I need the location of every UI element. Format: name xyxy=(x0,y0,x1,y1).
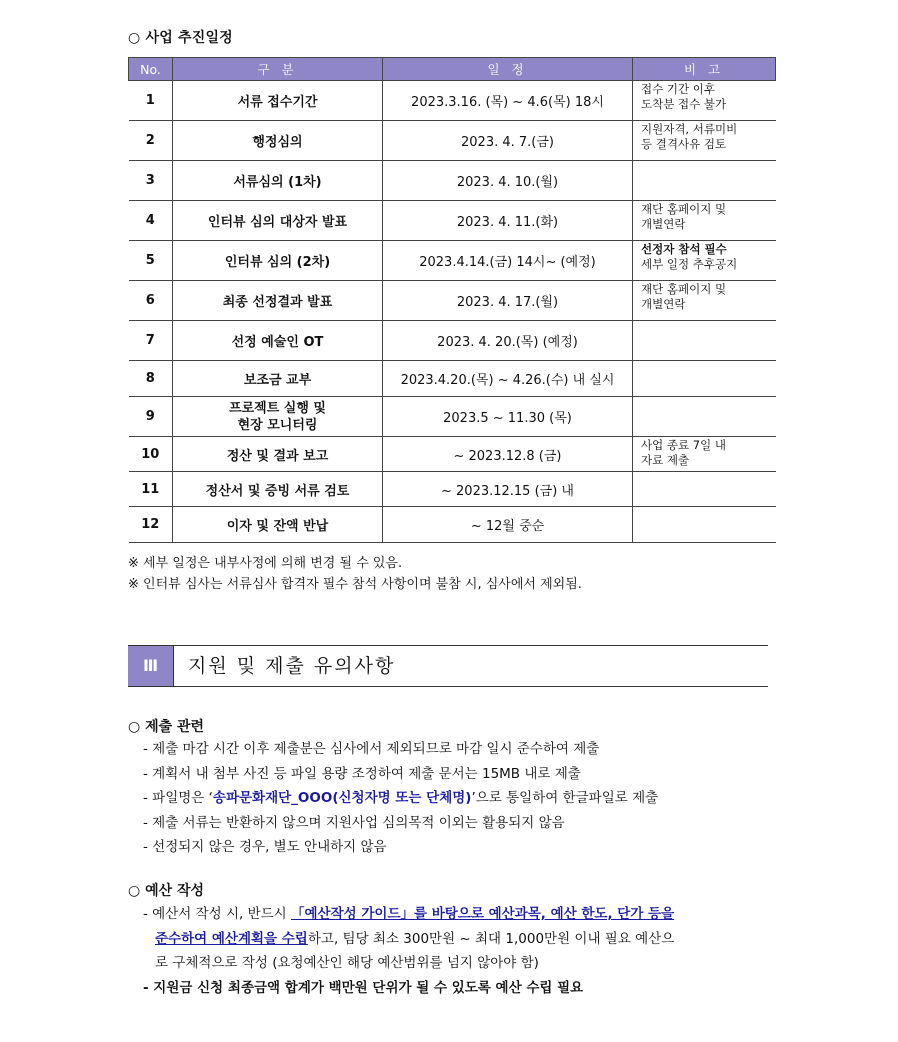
row-note-line: 개별연락 xyxy=(641,297,686,311)
row-note xyxy=(633,241,776,281)
budget-guide-emphasis: 「예산작성 가이드」를 바탕으로 예산과목, 예산 한도, 단가 등을 xyxy=(291,906,675,922)
submission-list xyxy=(143,737,658,860)
row-category: 서류 접수기간 xyxy=(173,81,383,121)
filename-format: 송파문화재단_OOO(신청자명 또는 단체명) xyxy=(212,790,472,806)
schedule-footnotes xyxy=(128,553,582,595)
row-date: 2023. 4. 10.(월) xyxy=(383,161,633,201)
table-row xyxy=(129,121,776,161)
row-note xyxy=(633,121,776,161)
submission-heading: ○ 제출 관련 xyxy=(128,719,205,735)
filename-prefix: - 파일명은 ‘ xyxy=(143,790,213,806)
row-category: 인터뷰 심의 (2차) xyxy=(173,241,383,281)
row-note xyxy=(633,161,776,201)
row-category xyxy=(173,397,383,437)
row-note xyxy=(633,507,776,543)
list-item-continuation: 로 구체적으로 작성 (요청예산인 해당 예산범위를 넘지 않아야 함) xyxy=(155,955,539,971)
row-date: ~ 12월 중순 xyxy=(383,507,633,543)
col-header-no: No. xyxy=(129,58,173,81)
footnote: ※ 세부 일정은 내부사정에 의해 변경 될 수 있음. xyxy=(128,556,403,571)
row-category-line: 현장 모니터링 xyxy=(237,417,318,433)
footnote: ※ 인터뷰 심사는 서류심사 합격자 필수 참석 사항이며 불참 시, 심사에서 제외됨. xyxy=(128,577,582,592)
schedule-table xyxy=(128,57,776,543)
list-item: - 계획서 내 첨부 사진 등 파일 용량 조정하여 제출 문서는 15MB 내로 제출 xyxy=(143,765,581,782)
row-date: 2023.4.20.(목) ~ 4.26.(수) 내 실시 xyxy=(383,361,633,397)
list-item: - 제출 마감 시간 이후 제출분은 심사에서 제외되므로 마감 일시 준수하여 제출 xyxy=(143,741,600,757)
section-number: Ⅲ xyxy=(128,646,174,686)
table-row xyxy=(129,361,776,397)
row-number: 3 xyxy=(129,161,173,201)
row-number: 1 xyxy=(129,81,173,121)
row-note-line: 개별연락 xyxy=(641,217,686,231)
row-number: 11 xyxy=(129,472,173,507)
row-number: 8 xyxy=(129,361,173,397)
row-note xyxy=(633,281,776,321)
table-row xyxy=(129,161,776,201)
row-category-line: 프로젝트 실행 및 xyxy=(229,400,326,416)
row-number: 5 xyxy=(129,241,173,281)
row-number: 10 xyxy=(129,437,173,472)
row-note-line: 접수 기간 이후 xyxy=(641,82,715,96)
row-number: 4 xyxy=(129,201,173,241)
col-header-category: 구 분 xyxy=(173,58,383,81)
row-number: 6 xyxy=(129,281,173,321)
row-note-line: 재단 홈페이지 및 xyxy=(641,202,727,216)
table-row xyxy=(129,321,776,361)
budget-line2-suffix: 하고, 팀당 최소 300만원 ~ 최대 1,000만원 이내 필요 예산으 xyxy=(307,930,675,947)
budget-heading: ○ 예산 작성 xyxy=(128,883,205,899)
row-category: 정산서 및 증빙 서류 검토 xyxy=(173,472,383,507)
list-item xyxy=(143,902,674,927)
section-header xyxy=(128,645,768,687)
row-note-line: 재단 홈페이지 및 xyxy=(641,282,727,296)
col-header-date: 일 정 xyxy=(383,58,633,81)
row-category: 행정심의 xyxy=(173,121,383,161)
table-row xyxy=(129,437,776,472)
row-date: 2023. 4. 20.(목) (예정) xyxy=(383,321,633,361)
row-note-line: 세부 일정 추후공지 xyxy=(641,257,738,271)
filename-suffix: ’으로 통일하여 한글파일로 제출 xyxy=(471,790,659,806)
row-date: ~ 2023.12.8 (금) xyxy=(383,437,633,472)
row-category: 보조금 교부 xyxy=(173,361,383,397)
row-number: 9 xyxy=(129,397,173,437)
row-category: 인터뷰 심의 대상자 발표 xyxy=(173,201,383,241)
table-row xyxy=(129,241,776,281)
row-note xyxy=(633,437,776,472)
section-title: 지원 및 제출 유의사항 xyxy=(188,655,396,677)
row-note-line: 사업 종료 7일 내 xyxy=(641,438,726,452)
row-date: 2023.4.14.(금) 14시~ (예정) xyxy=(383,241,633,281)
row-category: 선정 예술인 OT xyxy=(173,321,383,361)
row-note xyxy=(633,361,776,397)
table-row xyxy=(129,397,776,437)
row-note xyxy=(633,201,776,241)
row-date: 2023. 4. 11.(화) xyxy=(383,201,633,241)
row-note-emphasis: 선정자 참석 필수 xyxy=(641,242,727,256)
list-item xyxy=(143,786,658,811)
row-date: 2023. 4. 17.(월) xyxy=(383,281,633,321)
table-header-row xyxy=(129,58,776,81)
row-note-line: 자료 제출 xyxy=(641,453,690,467)
row-note xyxy=(633,81,776,121)
row-date: 2023.5 ~ 11.30 (목) xyxy=(383,397,633,437)
budget-list xyxy=(143,902,674,1000)
row-number: 7 xyxy=(129,321,173,361)
row-note-line: 지원자격, 서류미비 xyxy=(641,122,738,136)
row-category: 이자 및 잔액 반납 xyxy=(173,507,383,543)
list-item: - 선정되지 않은 경우, 별도 안내하지 않음 xyxy=(143,839,387,855)
row-note-line: 등 결격사유 검토 xyxy=(641,137,727,151)
row-category: 최종 선정결과 발표 xyxy=(173,281,383,321)
row-note xyxy=(633,472,776,507)
budget-line1-prefix: - 예산서 작성 시, 반드시 xyxy=(143,906,291,922)
table-row xyxy=(129,507,776,543)
row-date: 2023. 4. 7.(금) xyxy=(383,121,633,161)
table-row xyxy=(129,81,776,121)
list-item: - 지원금 신청 최종금액 합계가 백만원 단위가 될 수 있도록 예산 수립 필요 xyxy=(143,979,584,996)
row-category: 서류심의 (1차) xyxy=(173,161,383,201)
schedule-heading: ○ 사업 추진일정 xyxy=(128,30,233,46)
row-note xyxy=(633,397,776,437)
list-item: - 제출 서류는 반환하지 않으며 지원사업 심의목적 이외는 활용되지 않음 xyxy=(143,814,565,831)
col-header-note: 비 고 xyxy=(633,58,776,81)
row-note-line: 도착분 접수 불가 xyxy=(641,97,727,111)
table-row xyxy=(129,472,776,507)
row-number: 12 xyxy=(129,507,173,543)
list-item-continuation xyxy=(143,927,674,952)
row-category: 정산 및 결과 보고 xyxy=(173,437,383,472)
row-date: 2023.3.16. (목) ~ 4.6(목) 18시 xyxy=(383,81,633,121)
budget-plan-emphasis: 준수하여 예산계획을 수립 xyxy=(155,930,308,947)
row-date: ~ 2023.12.15 (금) 내 xyxy=(383,472,633,507)
table-row xyxy=(129,281,776,321)
row-number: 2 xyxy=(129,121,173,161)
table-row xyxy=(129,201,776,241)
row-note xyxy=(633,321,776,361)
